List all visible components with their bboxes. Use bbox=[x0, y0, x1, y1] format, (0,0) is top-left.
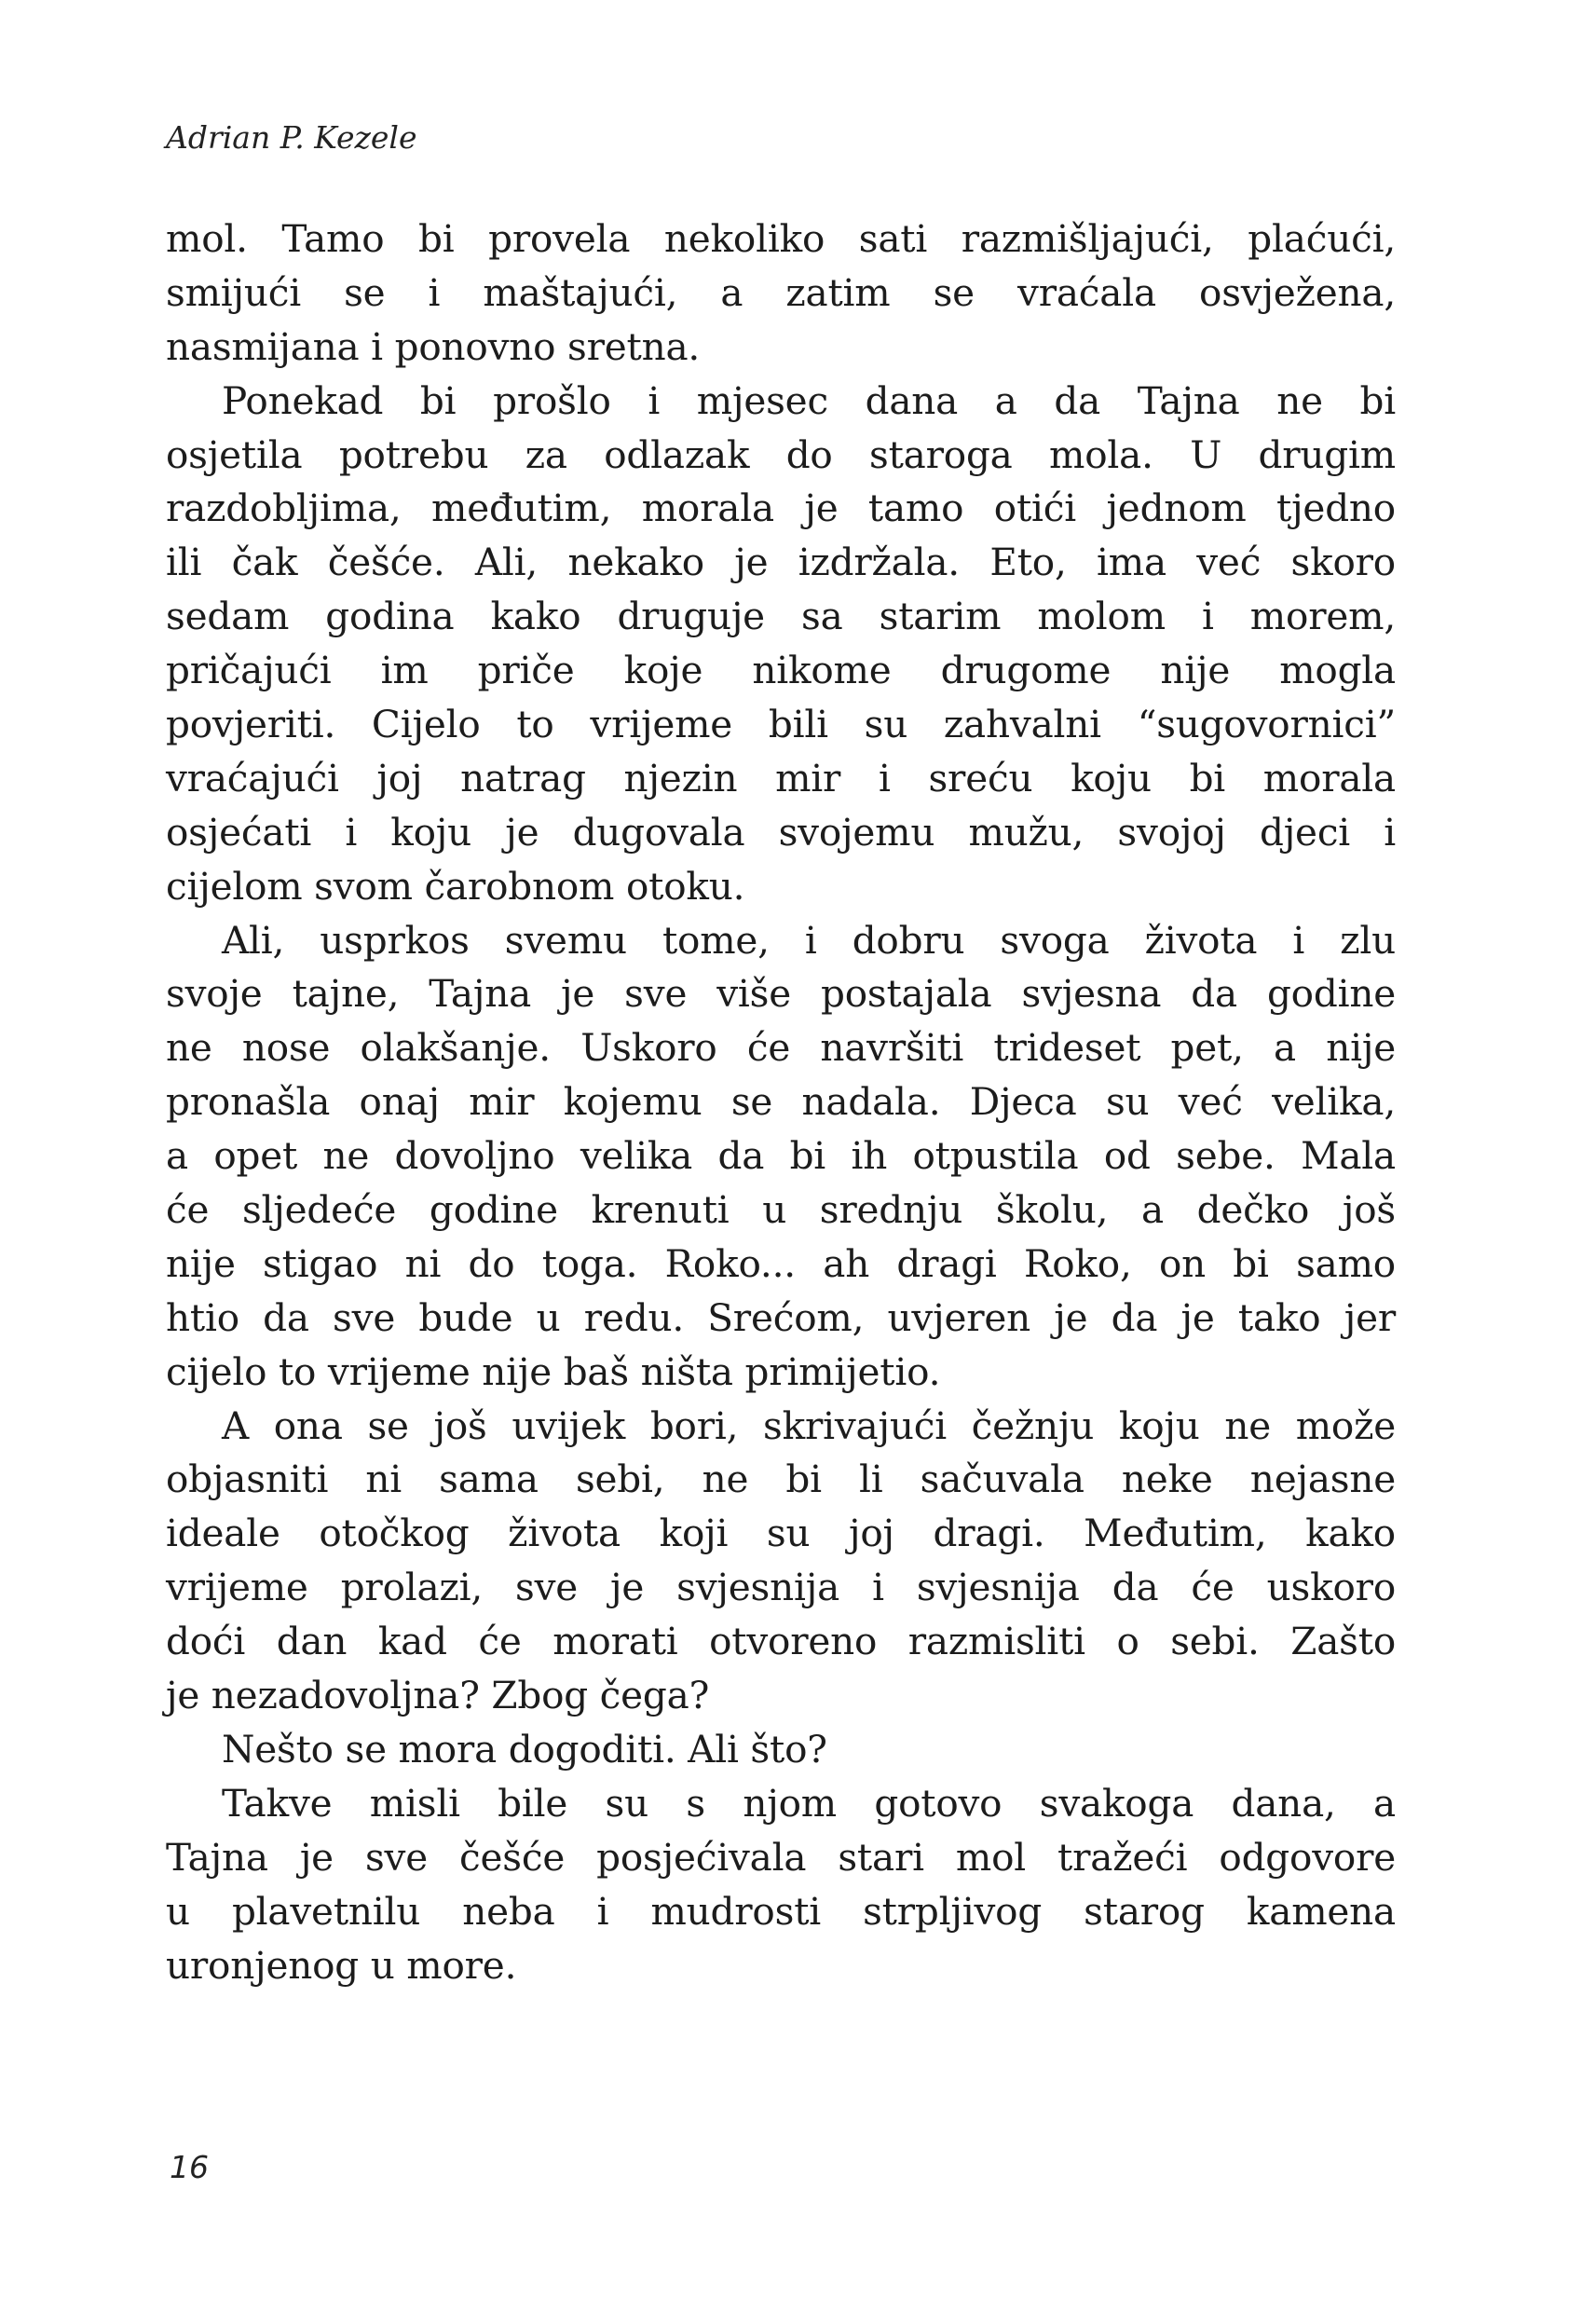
paragraph-first-line bbox=[166, 375, 1396, 429]
text-line-content: razdobljima, međutim, morala je tamo otići jednom tjedno bbox=[166, 486, 1396, 531]
text-line-content: će sljedeće godine krenuti u srednju školu, a dečko još bbox=[166, 1187, 1396, 1233]
text-line-content: vraćajući joj natrag njezin mir i sreću koju bi morala bbox=[166, 755, 1396, 800]
text-line-content: osjetila potrebu za odlazak do staroga mola. U drugim bbox=[166, 431, 1396, 477]
text-line bbox=[166, 806, 1396, 860]
text-line-content: pričajući im priče koje nikome drugome nije mogla bbox=[166, 648, 1396, 693]
text-line-content: a opet ne dovoljno velika da bi ih otpustila od sebe. Mala bbox=[166, 1133, 1396, 1179]
text-line-content: ili čak češće. Ali, nekako je izdržala. Eto, ima već skoro bbox=[166, 540, 1396, 585]
text-line bbox=[166, 536, 1396, 590]
text-line-content: cijelo to vrijeme nije baš ništa primijetio. bbox=[166, 1348, 941, 1394]
text-line-content: nije stigao ni do toga. Roko... ah dragi Roko, on bi samo bbox=[166, 1240, 1396, 1286]
text-line bbox=[166, 698, 1396, 752]
text-line-content: osjećati i koju je dugovala svojemu mužu, svojoj djeci i bbox=[166, 809, 1396, 855]
text-line-content: povjeriti. Cijelo to vrijeme bili su zahvalni “sugovornici” bbox=[166, 702, 1396, 747]
text-line bbox=[166, 1885, 1396, 1939]
text-line bbox=[166, 1183, 1396, 1238]
text-line-content: Ponekad bi prošlo i mjesec dana a da Tajna ne bi bbox=[222, 377, 1396, 423]
text-line-content: doći dan kad će morati otvoreno razmisliti o sebi. Zašto bbox=[166, 1619, 1396, 1664]
text-line-content: A ona se još uvijek bori, skrivajući čežnju koju ne može bbox=[222, 1402, 1396, 1448]
text-line bbox=[166, 321, 1396, 375]
text-line bbox=[166, 1021, 1396, 1075]
text-line bbox=[166, 860, 1396, 914]
text-line bbox=[166, 1346, 1396, 1400]
text-line-content: objasniti ni sama sebi, ne bi li sačuvala neke nejasne bbox=[166, 1457, 1396, 1502]
text-line-content: Nešto se mora dogoditi. Ali što? bbox=[222, 1726, 827, 1772]
text-line bbox=[166, 967, 1396, 1021]
text-line-content: ideale otočkog života koji su joj dragi. Međutim, kako bbox=[166, 1511, 1396, 1556]
text-line bbox=[166, 1615, 1396, 1669]
text-line-content: sedam godina kako druguje sa starim molom i morem, bbox=[166, 594, 1396, 639]
page-number: 16 bbox=[170, 2149, 209, 2185]
text-line bbox=[166, 1238, 1396, 1292]
text-line-content: vrijeme prolazi, sve je svjesnija i svjesnija da će uskoro bbox=[166, 1565, 1396, 1610]
text-line-content: mol. Tamo bi provela nekoliko sati razmišljajući, plaćući, bbox=[166, 216, 1396, 261]
text-line bbox=[166, 1292, 1396, 1346]
text-line bbox=[166, 482, 1396, 536]
paragraph-first-line bbox=[166, 1777, 1396, 1831]
text-line bbox=[166, 429, 1396, 483]
text-line bbox=[166, 212, 1396, 267]
text-line-content: htio da sve bude u redu. Srećom, uvjeren je da je tako jer bbox=[166, 1294, 1396, 1340]
text-line-content: cijelom svom čarobnom otoku. bbox=[166, 863, 745, 909]
text-line-content: u plavetnilu neba i mudrosti strpljivog starog kamena bbox=[166, 1888, 1396, 1934]
text-line-content: svoje tajne, Tajna je sve više postajala svjesna da godine bbox=[166, 971, 1396, 1017]
text-line-content: smijući se i maštajući, a zatim se vraćala osvježena, bbox=[166, 269, 1396, 315]
text-line-content: ne nose olakšanje. Uskoro će navršiti trideset pet, a nije bbox=[166, 1025, 1396, 1071]
text-line bbox=[166, 1939, 1396, 1993]
text-line bbox=[166, 752, 1396, 806]
text-line bbox=[166, 1561, 1396, 1615]
text-line bbox=[166, 267, 1396, 321]
text-line-content: je nezadovoljna? Zbog čega? bbox=[166, 1673, 710, 1718]
paragraph-first-line bbox=[166, 1400, 1396, 1454]
text-line bbox=[166, 644, 1396, 698]
text-line bbox=[166, 1129, 1396, 1183]
text-line-content: nasmijana i ponovno sretna. bbox=[166, 323, 701, 369]
paragraph-first-line bbox=[166, 914, 1396, 968]
text-line-content: uronjenog u more. bbox=[166, 1942, 517, 1988]
paragraph-first-line bbox=[166, 1723, 1396, 1777]
text-line-content: Tajna je sve češće posjećivala stari mol tražeći odgovore bbox=[166, 1834, 1396, 1880]
body-text bbox=[166, 212, 1396, 1992]
text-line-content: Takve misli bile su s njom gotovo svakoga dana, a bbox=[222, 1780, 1396, 1826]
running-head-author: Adrian P. Kezele bbox=[166, 119, 417, 156]
text-line bbox=[166, 1507, 1396, 1561]
text-line bbox=[166, 590, 1396, 644]
text-line bbox=[166, 1669, 1396, 1723]
text-line-content: Ali, usprkos svemu tome, i dobru svoga života i zlu bbox=[222, 917, 1396, 963]
text-line bbox=[166, 1075, 1396, 1129]
text-line bbox=[166, 1831, 1396, 1885]
text-line-content: pronašla onaj mir kojemu se nadala. Djeca su već velika, bbox=[166, 1079, 1396, 1125]
text-line bbox=[166, 1453, 1396, 1507]
